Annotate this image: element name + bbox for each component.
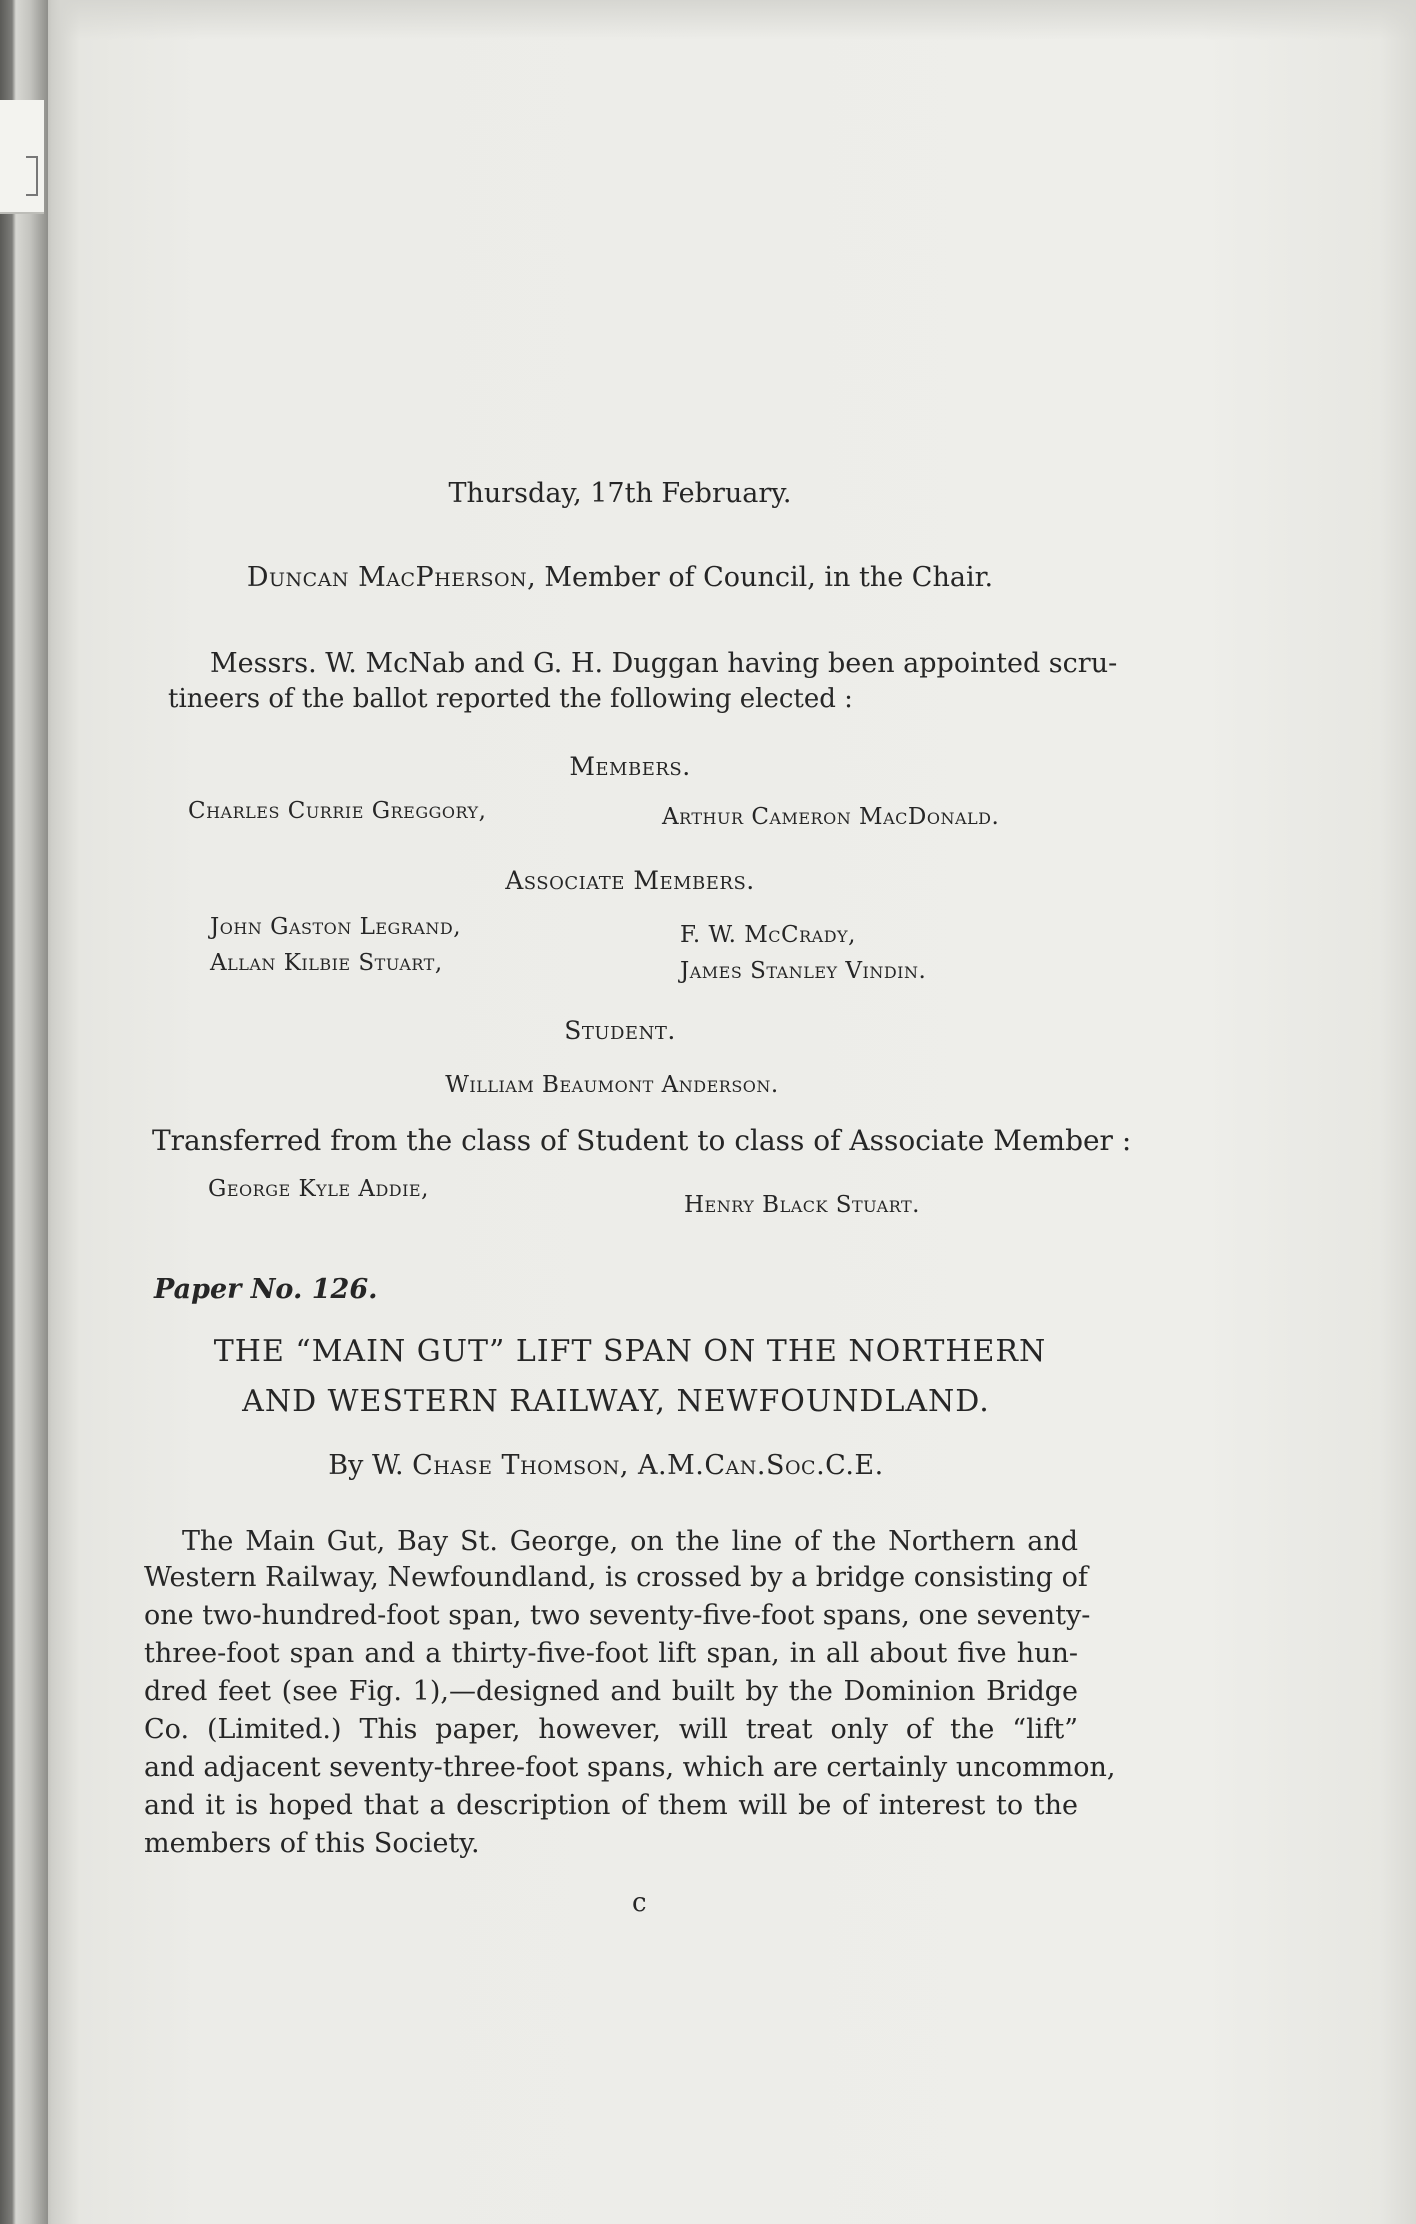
transferred-line: Transferred from the class of Student to class of Associate Member : xyxy=(152,1124,1132,1157)
author-prefix: By W. xyxy=(328,1450,413,1481)
member-name-1: Charles Currie Greggory, xyxy=(188,798,487,824)
student-heading: Student. xyxy=(564,1016,676,1045)
body-line-3: one two-hundred-foot span, two seventy-five-foot spans, one seventy- xyxy=(144,1600,1091,1631)
author-line xyxy=(126,1450,1086,1482)
student-name: William Beaumont Anderson. xyxy=(445,1072,779,1098)
member-name-2: Arthur Cameron MacDonald. xyxy=(662,804,1000,830)
scrutineers-line-2: tineers of the ballot reported the following elected : xyxy=(168,684,853,714)
body-line-5: dred feet (see Fig. 1),—designed and built by the Dominion Bridge xyxy=(144,1676,1078,1707)
meeting-date: Thursday, 17th February. xyxy=(448,478,792,509)
associate-members-heading: Associate Members. xyxy=(505,866,755,895)
body-line-7: and adjacent seventy-three-foot spans, which are certainly uncommon, xyxy=(144,1752,1116,1783)
author-name: Chase Thomson xyxy=(412,1450,620,1481)
signature-mark: c xyxy=(632,1888,647,1918)
transferred-name-2: Henry Black Stuart. xyxy=(684,1192,920,1218)
body-line-6: Co. (Limited.) This paper, however, will treat only of the “lift” xyxy=(144,1714,1078,1745)
transferred-name-1: George Kyle Addie, xyxy=(208,1176,429,1202)
paper-title-line-2: AND WESTERN RAILWAY, NEWFOUNDLAND. xyxy=(242,1384,990,1419)
page-content xyxy=(140,0,1132,2224)
body-line-1: The Main Gut, Bay St. George, on the line of the Northern and xyxy=(182,1526,1078,1557)
associate-member-left-1: John Gaston Legrand, xyxy=(210,914,462,940)
associate-member-right-2: James Stanley Vindin. xyxy=(680,958,927,984)
paper-number: Paper No. 126. xyxy=(154,1274,378,1305)
author-credentials: , A.M.Can.Soc.C.E. xyxy=(619,1450,884,1481)
body-line-2: Western Railway, Newfoundland, is crossed by a bridge consisting of xyxy=(144,1562,1088,1593)
body-line-9: members of this Society. xyxy=(144,1828,480,1859)
paper-title-line-1: THE “MAIN GUT” LIFT SPAN ON THE NORTHERN xyxy=(213,1334,1047,1369)
body-line-4: three-foot span and a thirty-five-foot lift span, in all about five hun- xyxy=(144,1638,1078,1669)
chair-role: , Member of Council, in the Chair. xyxy=(527,562,994,593)
scrutineers-line-1: Messrs. W. McNab and G. H. Duggan having been appointed scru- xyxy=(210,648,1118,679)
chair-line xyxy=(140,562,1100,594)
body-line-8: and it is hoped that a description of them will be of interest to the xyxy=(144,1790,1078,1821)
bracket-mark xyxy=(26,156,38,196)
chair-name: Duncan MacPherson xyxy=(246,562,528,593)
associate-member-right-1: F. W. McCrady, xyxy=(680,922,856,948)
members-heading: Members. xyxy=(569,752,691,781)
binding-edge xyxy=(0,0,48,2224)
associate-member-left-2: Allan Kilbie Stuart, xyxy=(210,950,443,976)
